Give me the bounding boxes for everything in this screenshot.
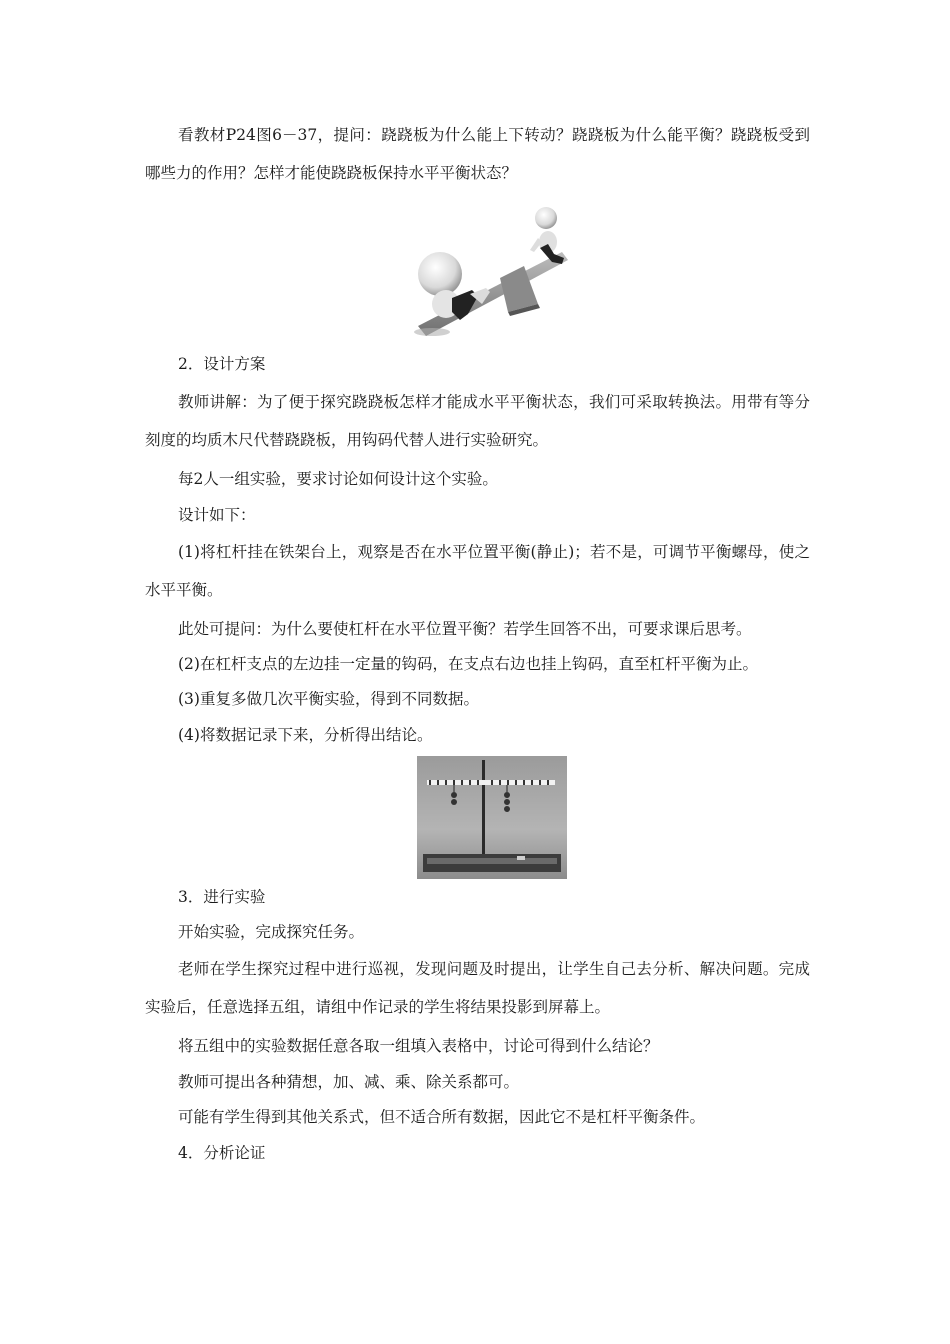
lever-experiment-photo (417, 756, 567, 879)
heading-analysis: 4．分析论证 (178, 1144, 266, 1162)
paragraph-step-3: (3)重复多做几次平衡实验，得到不同数据。 (178, 690, 479, 708)
paragraph-start-experiment: 开始实验，完成探究任务。 (178, 923, 365, 941)
paragraph-question: 看教材P24图6－37，提问：跷跷板为什么能上下转动？跷跷板为什么能平衡？跷跷板受到哪些力的作用？怎样才能使跷跷板保持水平平衡状态？ (145, 126, 810, 182)
paragraph-step-1: (1)将杠杆挂在铁架台上，观察是否在水平位置平衡(静止)；若不是，可调节平衡螺母，使之水平平衡。 (145, 543, 810, 599)
paragraph-fill-table: 将五组中的实验数据任意各取一组填入表格中，讨论可得到什么结论？ (178, 1037, 659, 1055)
paragraph-design-intro: 设计如下： (178, 506, 256, 524)
heading-design-plan: 2．设计方案 (178, 355, 266, 373)
paragraph-teacher-patrol: 老师在学生探究过程中进行巡视，发现问题及时提出，让学生自己去分析、解决问题。完成实验后，任意选择五组，请组中作记录的学生将结果投影到屏幕上。 (145, 960, 810, 1016)
paragraph-teacher-explanation: 教师讲解：为了便于探究跷跷板怎样才能成水平平衡状态，我们可采取转换法。用带有等分刻度的均质木尺代替跷跷板，用钩码代替人进行实验研究。 (145, 393, 810, 449)
paragraph-step-2: (2)在杠杆支点的左边挂一定量的钩码，在支点右边也挂上钩码，直至杠杆平衡为止。 (178, 655, 758, 673)
heading-conduct-experiment: 3．进行实验 (178, 888, 266, 906)
paragraph-group-experiment: 每2人一组实验，要求讨论如何设计这个实验。 (178, 470, 498, 488)
paragraph-step-4: (4)将数据记录下来，分析得出结论。 (178, 726, 433, 744)
paragraph-question-balance: 此处可提问：为什么要使杠杆在水平位置平衡？若学生回答不出，可要求课后思考。 (178, 620, 752, 638)
paragraph-guesses: 教师可提出各种猜想，加、减、乘、除关系都可。 (178, 1073, 520, 1091)
seesaw-figure (412, 204, 580, 344)
paragraph-other-relations: 可能有学生得到其他关系式，但不适合所有数据，因此它不是杠杆平衡条件。 (178, 1108, 706, 1126)
